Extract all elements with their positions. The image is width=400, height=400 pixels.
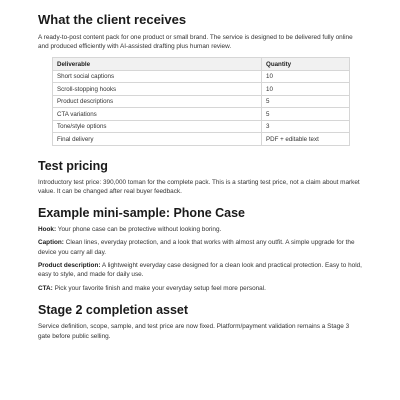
table-row	[53, 70, 350, 83]
quantity-cell: 3	[262, 120, 350, 133]
stage-2-text: Service definition, scope, sample, and test price are now fixed. Platform/payment validation remains a Stage 3 gate before public selling.	[38, 323, 350, 340]
deliverable-cell: CTA variations	[53, 108, 262, 121]
table-row	[53, 95, 350, 108]
table-row	[53, 133, 350, 146]
deliverable-cell: Short social captions	[53, 70, 262, 83]
header-quantity: Quantity	[262, 58, 350, 71]
sample-text: Clean lines, everyday protection, and a look that works with almost any outfit. A simple upgrade for the device you carry all day.	[38, 239, 355, 256]
table-row	[53, 108, 350, 121]
table-row	[53, 83, 350, 96]
sample-product-description	[38, 261, 362, 280]
sample-label: Hook:	[38, 225, 57, 233]
deliverable-cell: Scroll-stopping hooks	[53, 83, 262, 96]
quantity-cell: 5	[262, 108, 350, 121]
sample-label: CTA:	[38, 284, 53, 292]
deliverables-table	[52, 57, 350, 146]
header-deliverable: Deliverable	[53, 58, 262, 71]
sample-cta	[38, 284, 362, 293]
sample-caption	[38, 238, 362, 257]
quantity-cell: 10	[262, 70, 350, 83]
test-pricing-text: Introductory test price: 390,000 toman for the complete pack. This is a starting test price, not a claim about market value. It can be changed after real buyer feedback.	[38, 178, 360, 196]
sample-label: Caption:	[38, 239, 64, 247]
quantity-cell: 10	[262, 83, 350, 96]
section-title-client-receives: What the client receives	[38, 12, 187, 27]
section-title-stage-2: Stage 2 completion asset	[38, 303, 189, 318]
table-row	[53, 120, 350, 133]
deliverable-cell: Tone/style options	[53, 120, 262, 133]
sample-text: Pick your favorite finish and make your everyday setup feel more personal.	[52, 284, 266, 292]
sample-label: Product description:	[38, 261, 101, 269]
sample-hook	[38, 225, 362, 234]
section-title-mini-sample: Example mini-sample: Phone Case	[38, 205, 246, 220]
deliverable-cell: Product descriptions	[53, 95, 262, 108]
sample-text: Your phone case can be protective without looking boring.	[56, 225, 222, 233]
quantity-cell: 5	[262, 95, 350, 108]
sample-text: A lightweight everyday case designed for a clean look and practical protection. Easy to hold, easy to style, and made for daily use.	[38, 261, 362, 279]
deliverable-cell: Final delivery	[53, 133, 262, 146]
client-receives-intro: A ready-to-post content pack for one product or small brand. The service is designed to be delivered fully online and produced efficiently with AI-assisted drafting plus human review.	[38, 33, 353, 50]
section-title-test-pricing: Test pricing	[38, 158, 108, 173]
quantity-cell: PDF + editable text	[262, 133, 350, 146]
table-header-row	[53, 58, 350, 71]
